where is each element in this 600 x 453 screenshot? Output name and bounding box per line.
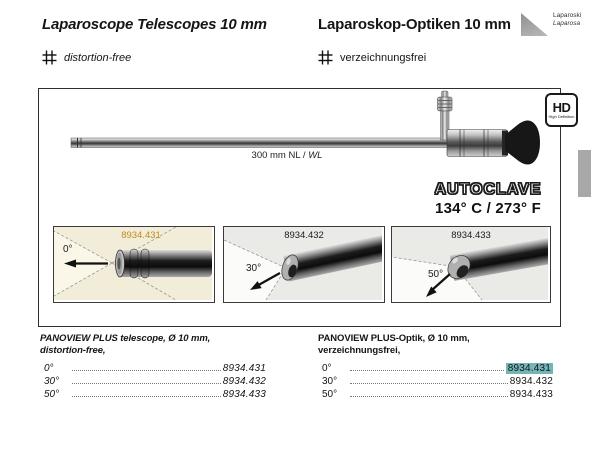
- catalog-en-header-line1: PANOVIEW PLUS telescope, Ø 10 mm,: [40, 333, 211, 344]
- catalog-en-row-0deg: [40, 361, 266, 374]
- inset-code-30deg: 8934.432: [284, 230, 324, 241]
- catalog-list-german: [318, 333, 553, 400]
- row-code: 8934.433: [509, 389, 553, 400]
- distortion-grid-icon: [318, 50, 333, 65]
- brand-logo-line1: Laparoski: [553, 12, 582, 19]
- catalog-en-header-line2: distortion-free,: [40, 345, 106, 356]
- distortion-grid-icon: [42, 50, 57, 65]
- tip-ring: [130, 249, 138, 278]
- catalog-en-row-50deg: [40, 387, 266, 400]
- row-angle: 50°: [322, 389, 338, 400]
- working-length-label: [207, 150, 367, 161]
- row-code: 8934.431: [222, 363, 266, 374]
- catalog-de-row-30deg: [318, 374, 553, 387]
- brand-logo-text: [553, 12, 600, 28]
- row-angle: 30°: [322, 376, 338, 387]
- length-wl-text: WL: [308, 150, 323, 161]
- dotted-leader: [350, 383, 508, 384]
- page-title-english: Laparoscope Telescopes 10 mm: [42, 16, 267, 33]
- row-angle: 0°: [44, 363, 54, 374]
- subtitle-german: [318, 50, 426, 65]
- row-angle: 30°: [44, 376, 60, 387]
- length-text: 300 mm NL /: [251, 150, 309, 161]
- product-diagram-panel: [38, 88, 575, 327]
- hd-badge-label: HD: [552, 100, 571, 115]
- tip-ring: [141, 249, 149, 278]
- subtitle-english-label: distortion-free: [64, 51, 132, 64]
- row-code-highlighted: 8934.431: [507, 363, 551, 374]
- catalog-de-row-50deg: [318, 387, 553, 400]
- dotted-leader: [72, 383, 221, 384]
- tip-view-inset-30deg: [223, 226, 385, 303]
- autoclave-label: AUTOCLAVE: [434, 181, 542, 198]
- dotted-leader: [72, 370, 221, 371]
- dotted-leader: [72, 396, 221, 397]
- row-code: 8934.432: [222, 376, 266, 387]
- catalog-de-header-line1: PANOVIEW PLUS-Optik, Ø 10 mm,: [318, 333, 470, 344]
- row-angle: 50°: [44, 389, 60, 400]
- page-edge-tab: [578, 150, 591, 197]
- telescope-shaft: [71, 138, 449, 148]
- eyepiece-cup: [505, 121, 540, 165]
- catalog-list-english: [40, 333, 266, 400]
- inset-angle-30deg: 30°: [246, 263, 262, 274]
- row-angle: 0°: [322, 363, 332, 374]
- autoclave-temperature: 134° C / 273° F: [435, 200, 541, 217]
- subtitle-german-label: verzeichnungsfrei: [340, 51, 427, 64]
- brand-logo-triangle-icon: [521, 13, 548, 36]
- hd-badge-sublabel: High Definition: [548, 114, 575, 119]
- brand-logo-line2: Laparosa: [553, 20, 581, 27]
- inset-angle-50deg: 50°: [428, 269, 444, 280]
- dotted-leader: [350, 396, 508, 397]
- subtitle-english: [42, 50, 131, 65]
- autoclave-note: [421, 181, 555, 217]
- inset-angle-0deg: 0°: [63, 244, 73, 255]
- row-code: 8934.432: [509, 376, 553, 387]
- hd-badge: [545, 93, 578, 127]
- tip-view-inset-0deg: [53, 226, 215, 303]
- tip-view-inset-50deg: [391, 226, 551, 303]
- page-title-german: Laparoskop-Optiken 10 mm: [318, 16, 511, 33]
- telescope-body: [447, 130, 507, 157]
- inset-code-0deg: 8934.431: [121, 230, 161, 241]
- dotted-leader: [350, 370, 504, 371]
- inset-code-50deg: 8934.433: [451, 230, 491, 241]
- row-code: 8934.433: [222, 389, 266, 400]
- catalog-en-row-30deg: [40, 374, 266, 387]
- catalog-de-row-0deg: [318, 361, 553, 374]
- catalog-de-header-line2: verzeichnungsfrei,: [318, 345, 401, 356]
